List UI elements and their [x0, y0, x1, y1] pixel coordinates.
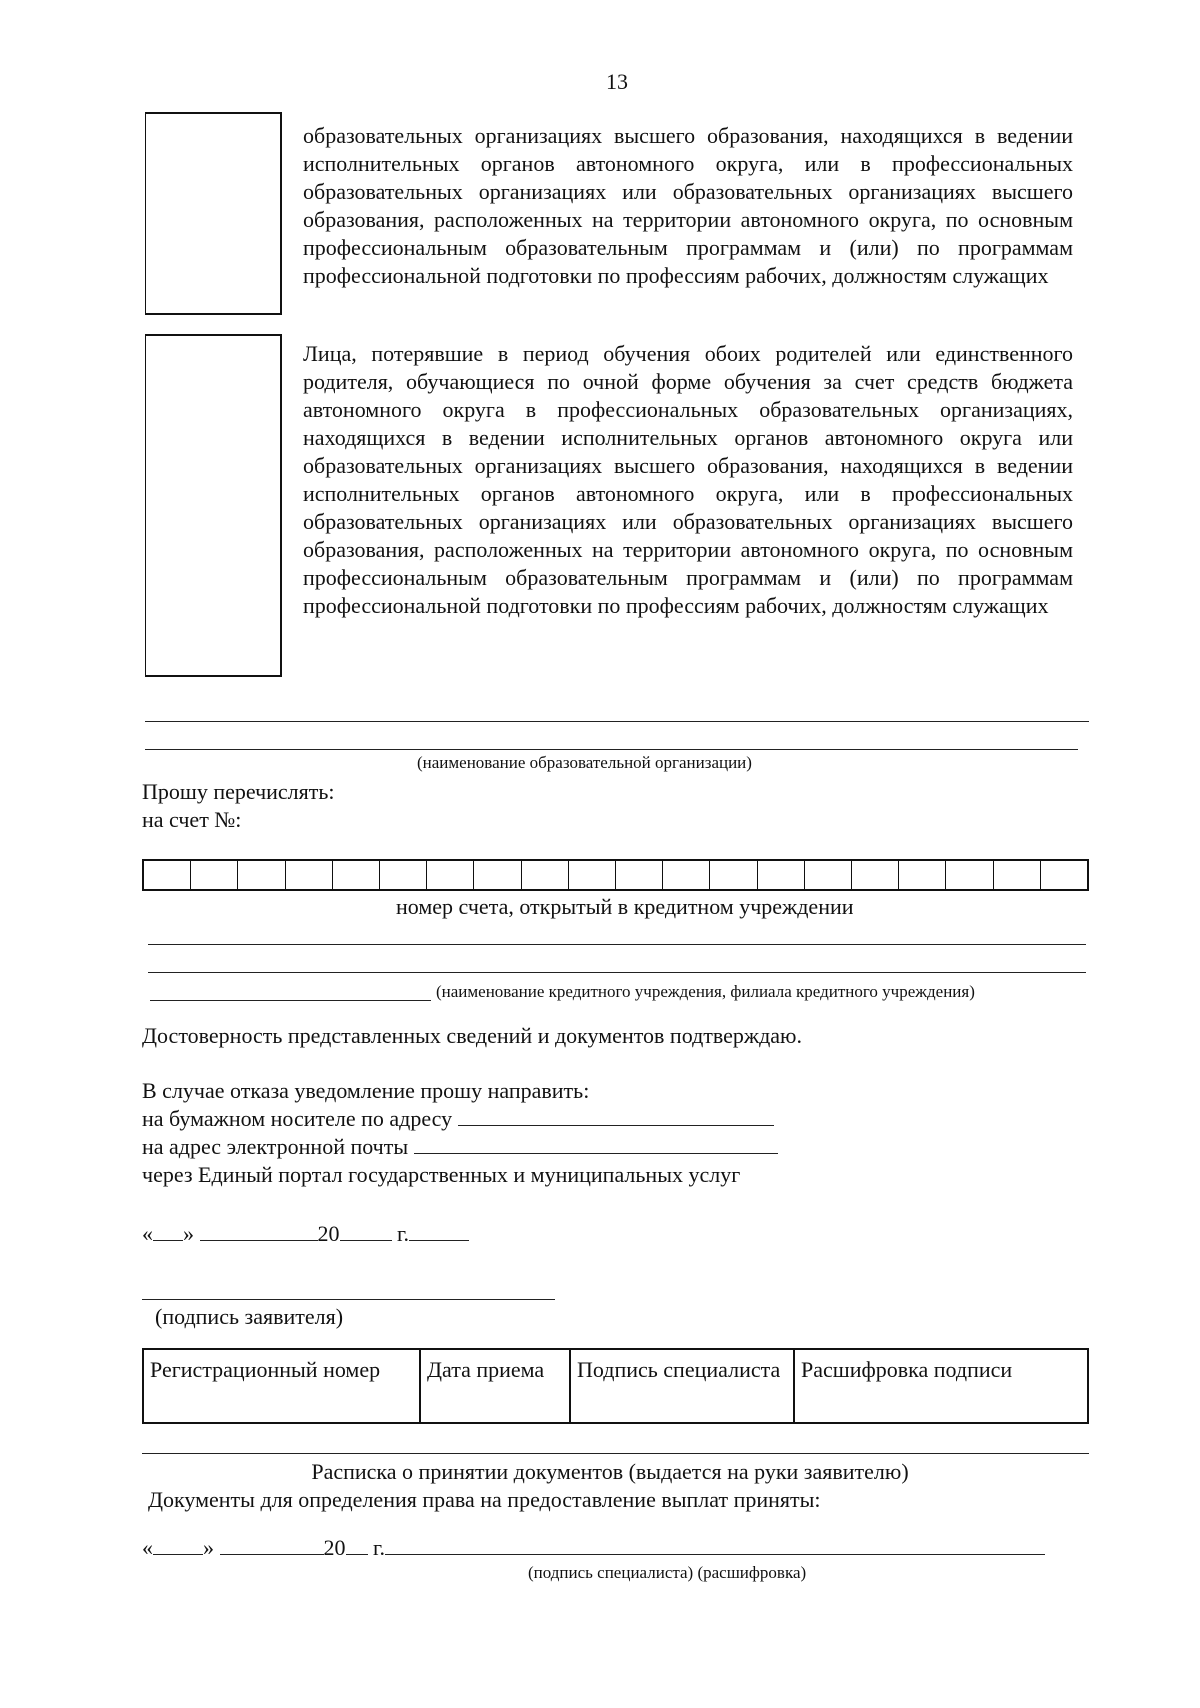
receipt-day-field[interactable]	[153, 1534, 203, 1555]
quote-open: «	[142, 1535, 153, 1560]
receipt-separator	[142, 1453, 1089, 1454]
paper-address-field[interactable]	[458, 1105, 774, 1126]
receipt-text: Документы для определения права на предоставление выплат приняты:	[148, 1487, 821, 1512]
month-field[interactable]	[200, 1220, 318, 1241]
application-date	[142, 1220, 469, 1248]
specialist-signature-field[interactable]	[385, 1534, 1045, 1555]
signature-caption: (подпись заявителя)	[155, 1304, 344, 1329]
org-name-line-2[interactable]	[145, 749, 1078, 750]
refusal-portal: через Единый портал государственных и муниципальных услуг	[142, 1162, 741, 1187]
year-field[interactable]	[340, 1220, 392, 1241]
bank-name-line-2[interactable]	[148, 972, 1086, 973]
transfer-label: Прошу перечислять:	[142, 779, 335, 804]
signature-decoding-header: Расшифровка подписи	[794, 1349, 1088, 1423]
category-text-2: Лица, потерявшие в период обучения обоих родителей или единственного родителя, обучающиеся по очной форме обучения за счет средств бюджета автономного округа в профессиональных образовательных организациях, находящихся в ведении исполнительных органов автономного округа или образовательных организациях высшего образования, находящихся в ведении исполнительных органов автономного округа, или в профессиональных образовательных организациях или образовательных организациях высшего образования, расположенных на территории автономного округа, по основным профессиональным образовательным программам и (или) по программам профессиональной подготовки по профессиям рабочих, должностям служащих	[303, 341, 1073, 618]
refusal-paper-label: на бумажном носителе по адресу	[142, 1106, 453, 1131]
account-caption: номер счета, открытый в кредитном учреждении	[396, 894, 854, 919]
year-prefix: 20	[317, 1221, 340, 1246]
quote-close: »	[203, 1535, 214, 1560]
receipt-year-field[interactable]	[346, 1534, 368, 1555]
receipt-date	[142, 1534, 1045, 1562]
year-suffix: г.	[373, 1535, 386, 1560]
receipt-month-field[interactable]	[220, 1534, 324, 1555]
specialist-signature-header: Подпись специалиста	[570, 1349, 794, 1423]
receipt-title: Расписка о принятии документов (выдается на руки заявителю)	[311, 1459, 909, 1484]
category-checkbox-1[interactable]	[145, 112, 282, 315]
org-name-line-1[interactable]	[145, 721, 1089, 722]
bank-name-line-1[interactable]	[148, 944, 1086, 945]
account-number-cells[interactable]	[142, 859, 1089, 891]
year-suffix: г.	[397, 1221, 410, 1246]
year-prefix: 20	[323, 1535, 346, 1560]
category-text-1: образовательных организациях высшего образования, находящихся в ведении исполнительных органов автономного округа, или в профессиональных образовательных организациях или образовательных организациях высшего образования, расположенных на территории автономного округа, по основным профессиональным образовательным программам и (или) по программам профессиональной подготовки по профессиям рабочих, должностям служащих	[303, 123, 1073, 288]
quote-open: «	[142, 1221, 153, 1246]
reception-date-header: Дата приема	[420, 1349, 570, 1423]
receipt-caption: (подпись специалиста) (расшифровка)	[528, 1563, 807, 1582]
refusal-title: В случае отказа уведомление прошу направить:	[142, 1078, 590, 1103]
account-label: на счет №:	[142, 807, 242, 832]
registration-table	[142, 1348, 1089, 1424]
org-caption: (наименование образовательной организации)	[417, 753, 752, 772]
bank-caption: (наименование кредитного учреждения, филиала кредитного учреждения)	[436, 982, 975, 1001]
page-number: 13	[606, 69, 628, 94]
day-field[interactable]	[153, 1220, 183, 1241]
category-checkbox-2[interactable]	[145, 334, 282, 677]
refusal-paper-row	[142, 1105, 774, 1133]
extra-field[interactable]	[409, 1220, 469, 1241]
confirm-text: Достоверность представленных сведений и документов подтверждаю.	[142, 1023, 802, 1048]
email-field[interactable]	[414, 1133, 778, 1154]
quote-close: »	[183, 1221, 194, 1246]
refusal-email-row	[142, 1133, 778, 1161]
reg-number-header: Регистрационный номер	[143, 1349, 420, 1423]
applicant-signature-line[interactable]	[142, 1299, 555, 1300]
bank-name-line-3[interactable]	[150, 1000, 431, 1001]
refusal-email-label: на адрес электронной почты	[142, 1134, 409, 1159]
